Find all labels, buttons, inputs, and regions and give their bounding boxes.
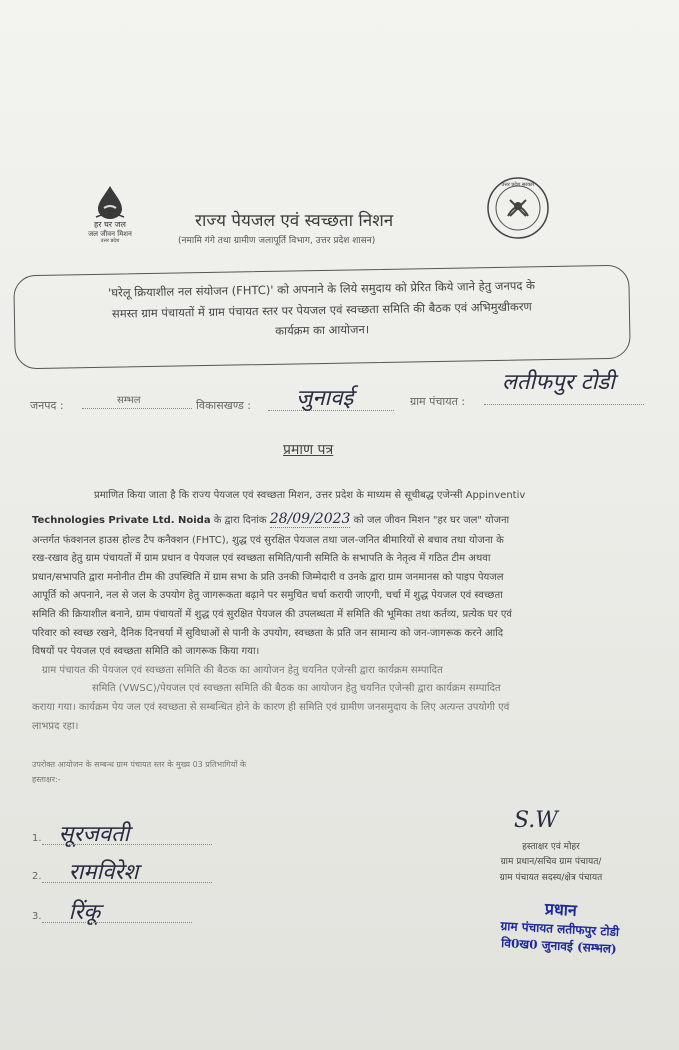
participant-line xyxy=(42,922,192,923)
body-line8: परिवार को स्वच्छ रखने, दैनिक दिनचर्या में सुविधाओं से पानी के उपयोग, स्वच्छता के प्रति जन सामान्य को जन-जागरूक करने आदि xyxy=(32,627,504,639)
participant-line xyxy=(42,844,212,845)
block-label: विकासखण्ड : xyxy=(196,399,252,412)
logo-line3: उत्तर प्रदेश xyxy=(100,237,120,244)
body-line9: विषयों पर पेयजल एवं स्वच्छता समिति को जागरूक किया गया। xyxy=(32,646,260,658)
participant-signature: सूरजवती xyxy=(58,822,130,847)
body-line7: समिति की क्रियाशील बनाने, ग्राम पंचायतों में शुद्ध एवं सुरक्षित पेयजल की उपलब्धता में समिति की भूमिका तथा कर्तव्य, प्रत्येक घर एवं xyxy=(32,609,512,620)
signatory-block xyxy=(466,840,636,886)
participant-line xyxy=(42,882,212,883)
panchayat-label: ग्राम पंचायत : xyxy=(410,395,466,408)
participants-intro xyxy=(32,757,246,787)
participant-num: 1. xyxy=(32,833,42,844)
stamp-line2: ग्राम पंचायत लतीफपुर टोडी xyxy=(500,918,620,940)
participant-2 xyxy=(32,856,222,886)
body-line11: समिति (VWSC)/पेयजल एवं स्वच्छता समिति की बैठक का आयोजन हेतु चयनित एजेन्सी द्वारा कार्यक्रम सम्पादित xyxy=(92,683,501,695)
body-line4: रख-रखाव हेतु ग्राम पंचायतों में ग्राम प्रधान व पेयजल एवं स्वच्छता समिति/पानी समिति के सभापति के नेतृत्व में गठित टीम अथवा xyxy=(32,553,491,565)
participant-1 xyxy=(32,818,222,848)
subject-line2: समस्त ग्राम पंचायतों में ग्राम पंचायत स्तर पर पेयजल एवं स्वच्छता समिति की बैठक एवं अभिमुखीकरण xyxy=(111,299,532,321)
certificate-title: प्रमाण पत्र xyxy=(283,442,334,458)
body-line2-c: को जल जीवन मिशन "हर घर जल" योजना xyxy=(353,514,510,526)
signatory-line3: ग्राम पंचायत सदस्य/क्षेत्र पंचायत xyxy=(499,872,603,883)
participants-intro-line2: हस्ताक्षर:- xyxy=(32,775,61,785)
district-value: सम्भल xyxy=(117,395,141,406)
participant-3 xyxy=(32,896,222,926)
up-government-emblem xyxy=(486,176,550,240)
body-line6: आपूर्ति को अपनाने, नल से जल के उपयोग हेतु जागरूकता बढ़ाने पर समुचित चर्चा करायी जाएगी, चर्चा में शुद्ध पेयजल एवं स्वच्छता xyxy=(32,590,503,602)
body-line12: कराया गया। कार्यक्रम पेय जल एवं स्वच्छता से सम्बन्धित होने के कारण ही समिति एवं ग्रामीण जनसमुदाय के लिए अत्यन्त उपयोगी एवं xyxy=(32,701,510,713)
subject-box xyxy=(13,265,631,370)
participants-intro-line1: उपरोक्त आयोजन के सम्बन्ध ग्राम पंचायत स्तर के मुख्य 03 प्रतिभागियों के xyxy=(32,760,247,769)
agency-name: Technologies Private Ltd. Noida xyxy=(32,514,211,526)
certificate-body xyxy=(32,487,648,736)
district-label: जनपद : xyxy=(30,399,64,412)
stamp-line3: वि0ख0 जुनावई (सम्भल) xyxy=(500,935,618,956)
participant-num: 2. xyxy=(32,871,42,882)
logo-line1: हर घर जल xyxy=(94,220,126,229)
body-line1: प्रमाणित किया जाता है कि राज्य पेयजल एवं स्वच्छता मिशन, उत्तर प्रदेश के माध्यम से सूचीबद्ध एजेन्सी Appinventiv xyxy=(94,490,526,501)
har-ghar-jal-logo xyxy=(74,184,146,254)
participant-num: 3. xyxy=(32,911,42,922)
participant-signature: रिंकू xyxy=(68,900,101,925)
page-title: राज्य पेयजल एवं स्वच्छता निशन xyxy=(195,211,394,231)
logo-line2: जल जीवन मिशन xyxy=(88,229,132,238)
water-drop-icon xyxy=(90,184,130,220)
emblem-text: उत्तर प्रदेश सरकार xyxy=(501,182,535,188)
pradhan-stamp xyxy=(469,893,652,958)
body-line3: अन्तर्गत फंक्शनल हाउस होल्ड टैप कनैक्शन (FHTC), शुद्ध एवं सुरक्षित पेयजल तथा जल-जनित बीमारियों से बचाव तथा योजना के xyxy=(32,534,504,546)
page-subtitle: (नमामि गंगे तथा ग्रामीण जलापूर्ति विभाग, उत्तर प्रदेश शासन) xyxy=(178,236,376,246)
event-date: 28/09/2023 xyxy=(269,510,351,527)
participant-signature: रामविरेश xyxy=(68,860,139,885)
panchayat-value: लतीफपुर टोडी xyxy=(502,370,615,395)
body-line13: लाभप्रद रहा। xyxy=(32,720,79,732)
body-line2 xyxy=(32,506,648,532)
official-signature: S.W xyxy=(514,808,558,833)
signatory-line2: ग्राम प्रधान/सचिव ग्राम पंचायत/ xyxy=(500,857,602,868)
subject-line3: कार्यक्रम का आयोजन। xyxy=(275,322,370,339)
subject-line1: 'घरेलू क्रियाशील नल संयोजन (FHTC)' को अपनाने के लिये समुदाय को प्रेरित किये जाने हेतु जनपद के xyxy=(107,278,536,300)
stamp-line1: प्रधान xyxy=(544,899,578,920)
body-line5: प्रधान/सभापति द्वारा मनोनीत टीम की उपस्थिति में ग्राम सभा के प्रति उनकी जिम्मेदारी व उनके द्वारा ग्राम जनमानस को पाइप पेयजल xyxy=(32,571,504,583)
body-line2-b: के द्वारा दिनांक xyxy=(213,514,267,526)
block-value: जुनावई xyxy=(296,386,354,411)
signatory-line1: हस्ताक्षर एवं मोहर xyxy=(522,842,580,852)
body-line10: ग्राम पंचायत की पेयजल एवं स्वच्छता समिति की बैठक का आयोजन हेतु चयनित एजेन्सी द्वारा कार्यक्रम सम्पादित xyxy=(42,664,443,676)
